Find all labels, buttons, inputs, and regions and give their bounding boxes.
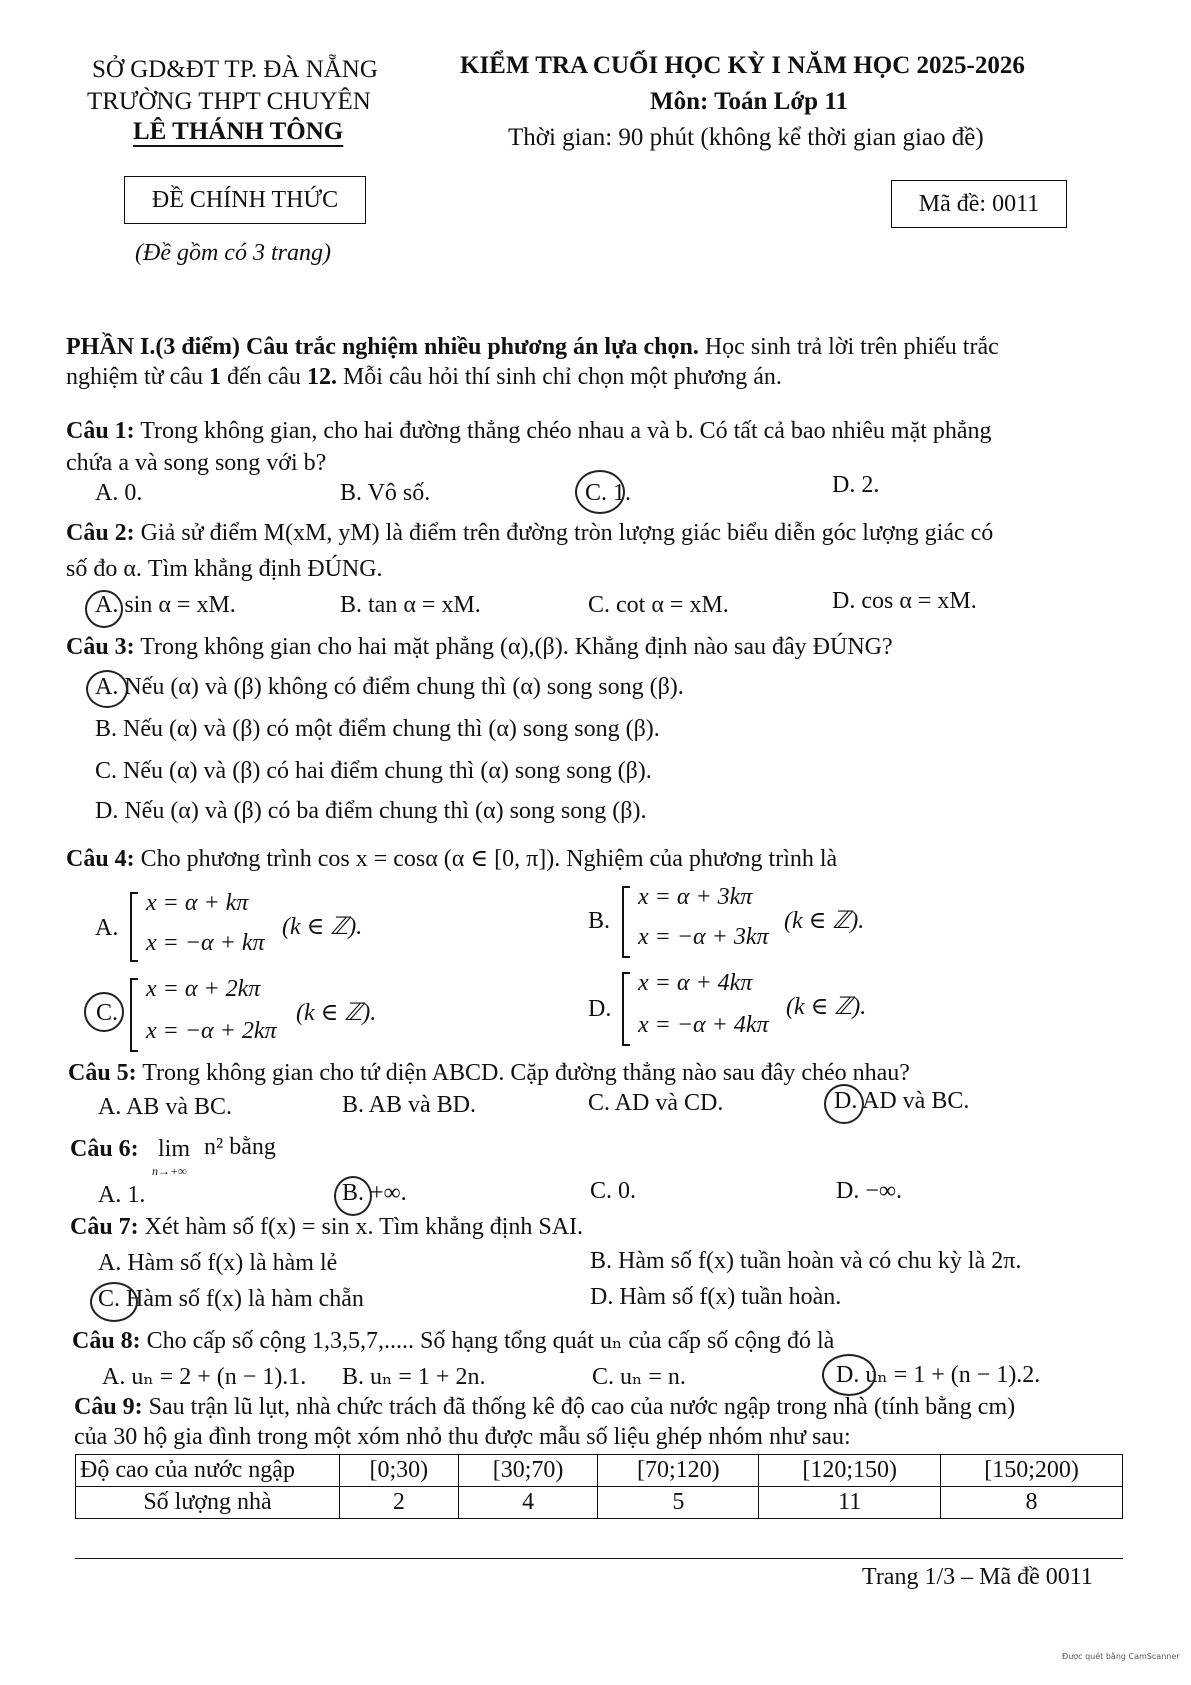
q4-c-k: (k ∈ ℤ). — [296, 1000, 377, 1026]
q5-option-b[interactable]: B. AB và BD. — [342, 1092, 477, 1118]
table-row-label: Độ cao của nước ngập — [76, 1455, 340, 1487]
pages-note: (Đề gồm có 3 trang) — [135, 240, 331, 266]
q7-stem: Câu 7: Xét hàm số f(x) = sin x. Tìm khẳng định SAI. — [70, 1214, 584, 1240]
q3-option-d[interactable]: D. Nếu (α) và (β) có ba điểm chung thì (α) song song (β). — [95, 798, 647, 824]
q4-b-k: (k ∈ ℤ). — [784, 908, 865, 934]
q5-answer-mark — [824, 1084, 864, 1124]
q1-answer-mark — [575, 470, 625, 514]
table-cell: 8 — [941, 1487, 1123, 1519]
q4-answer-mark — [84, 992, 124, 1032]
q7-option-c[interactable]: C. Hàm số f(x) là hàm chẵn — [98, 1286, 364, 1312]
q4-a-line2: x = −α + kπ — [146, 930, 265, 956]
q6-stem: Câu 6: — [70, 1136, 139, 1162]
q1-stem: Câu 1: Trong không gian, cho hai đường thẳng chéo nhau a và b. Có tất cả bao nhiêu mặt phẳng — [66, 418, 992, 444]
subject: Môn: Toán Lớp 11 — [650, 88, 848, 115]
q1-option-c[interactable]: C. 1. — [585, 480, 632, 506]
q2-stem: Câu 2: Giả sử điểm M(xM, yM) là điểm trên đường tròn lượng giác biểu diễn góc lượng giác có — [66, 520, 994, 546]
q1-option-b[interactable]: B. Vô số. — [340, 480, 431, 506]
table-cell: [120;150) — [759, 1455, 941, 1487]
frequency-table — [75, 1454, 1123, 1519]
table-row-heights — [76, 1455, 1123, 1487]
table-row-label: Số lượng nhà — [76, 1487, 340, 1519]
part1-instruction: nghiệm từ câu 1 đến câu 12. Mỗi câu hỏi thí sinh chỉ chọn một phương án. — [66, 364, 782, 390]
q4-c-line2: x = −α + 2kπ — [146, 1018, 277, 1044]
footer-rule — [75, 1558, 1123, 1559]
q4-b-bracket — [622, 886, 630, 958]
table-cell: 4 — [458, 1487, 598, 1519]
q7-answer-mark — [90, 1282, 138, 1322]
school-line-1: TRƯỜNG THPT CHUYÊN — [87, 88, 371, 115]
q8-option-c[interactable]: C. uₙ = n. — [592, 1364, 686, 1390]
table-cell: [150;200) — [941, 1455, 1123, 1487]
q7-option-d[interactable]: D. Hàm số f(x) tuần hoàn. — [590, 1284, 842, 1310]
q6-option-a[interactable]: A. 1. — [98, 1182, 146, 1208]
school-line-2: LÊ THÁNH TÔNG — [133, 118, 344, 145]
q6-option-b[interactable]: B. +∞. — [342, 1180, 407, 1206]
q4-a-bracket — [130, 892, 138, 962]
exam-code: Mã đề: 0011 — [891, 180, 1067, 228]
page-number: Trang 1/3 – Mã đề 0011 — [862, 1564, 1093, 1590]
q3-option-b[interactable]: B. Nếu (α) và (β) có một điểm chung thì (α) song song (β). — [95, 716, 660, 742]
q2-option-a[interactable]: A. sin α = xM. — [95, 592, 236, 618]
q7-option-b[interactable]: B. Hàm số f(x) tuần hoàn và có chu kỳ là 2π. — [590, 1248, 1022, 1274]
q4-b-line1: x = α + 3kπ — [638, 884, 753, 910]
part1-title: PHẦN I.(3 điểm) Câu trắc nghiệm nhiều phương án lựa chọn. Học sinh trả lời trên phiếu trắc — [66, 334, 999, 360]
q6-lim: lim — [158, 1136, 191, 1162]
dept-name: SỞ GD&ĐT TP. ĐÀ NẴNG — [92, 56, 378, 83]
q3-answer-mark — [86, 670, 128, 708]
q2-stem-2: số đo α. Tìm khẳng định ĐÚNG. — [66, 556, 383, 582]
q8-answer-mark — [822, 1354, 876, 1396]
q6-option-c[interactable]: C. 0. — [590, 1178, 637, 1204]
q5-stem: Câu 5: Trong không gian cho tứ diện ABCD. Cặp đường thẳng nào sau đây chéo nhau? — [68, 1060, 910, 1086]
q6-expr: n² bằng — [204, 1134, 276, 1160]
q8-stem: Câu 8: Cho cấp số cộng 1,3,5,7,..... Số hạng tổng quát uₙ của cấp số cộng đó là — [72, 1328, 835, 1354]
official-label: ĐỀ CHÍNH THỨC — [124, 176, 366, 224]
q5-option-d[interactable]: D. AD và BC. — [834, 1088, 970, 1114]
q1-option-d[interactable]: D. 2. — [832, 472, 880, 498]
q4-d-line1: x = α + 4kπ — [638, 970, 753, 996]
q6-lim-sub: n→+∞ — [152, 1164, 187, 1178]
q5-option-a[interactable]: A. AB và BC. — [98, 1094, 233, 1120]
table-cell: 2 — [340, 1487, 459, 1519]
q8-option-d[interactable]: D. uₙ = 1 + (n − 1).2. — [836, 1362, 1041, 1388]
q3-option-a[interactable]: A. Nếu (α) và (β) không có điểm chung thì (α) song song (β). — [95, 674, 684, 700]
q9-stem: Câu 9: Sau trận lũ lụt, nhà chức trách đã thống kê độ cao của nước ngập trong nhà (tính bằng cm) — [74, 1394, 1016, 1420]
q4-d-line2: x = −α + 4kπ — [638, 1012, 769, 1038]
q8-option-b[interactable]: B. uₙ = 1 + 2n. — [342, 1364, 486, 1390]
table-cell: [70;120) — [598, 1455, 759, 1487]
table-cell: 11 — [759, 1487, 941, 1519]
q2-option-d[interactable]: D. cos α = xM. — [832, 588, 977, 614]
q7-option-a[interactable]: A. Hàm số f(x) là hàm lẻ — [98, 1250, 338, 1276]
q1-option-a[interactable]: A. 0. — [95, 480, 143, 506]
q4-option-b-label[interactable]: B. — [588, 908, 611, 934]
q2-option-c[interactable]: C. cot α = xM. — [588, 592, 729, 618]
q3-stem: Câu 3: Trong không gian cho hai mặt phẳng (α),(β). Khẳng định nào sau đây ĐÚNG? — [66, 634, 893, 660]
q4-option-d-label[interactable]: D. — [588, 996, 612, 1022]
q2-answer-mark — [85, 590, 123, 628]
exam-title: KIỂM TRA CUỐI HỌC KỲ I NĂM HỌC 2025-2026 — [460, 52, 1025, 79]
q4-b-line2: x = −α + 3kπ — [638, 924, 769, 950]
q4-option-a-label[interactable]: A. — [95, 915, 119, 941]
table-cell: 5 — [598, 1487, 759, 1519]
q4-a-line1: x = α + kπ — [146, 890, 249, 916]
table-row-counts — [76, 1487, 1123, 1519]
q5-option-c[interactable]: C. AD và CD. — [588, 1090, 724, 1116]
q4-d-k: (k ∈ ℤ). — [786, 994, 867, 1020]
q4-option-c-label[interactable]: C. — [96, 1000, 119, 1026]
q4-stem: Câu 4: Cho phương trình cos x = cosα (α ∈ [0, π]). Nghiệm của phương trình là — [66, 846, 838, 872]
q9-stem-2: của 30 hộ gia đình trong một xóm nhỏ thu được mẫu số liệu ghép nhóm như sau: — [74, 1424, 851, 1450]
q6-option-d[interactable]: D. −∞. — [836, 1178, 902, 1204]
table-cell: [0;30) — [340, 1455, 459, 1487]
q3-option-c[interactable]: C. Nếu (α) và (β) có hai điểm chung thì (α) song song (β). — [95, 758, 652, 784]
q4-c-line1: x = α + 2kπ — [146, 976, 261, 1002]
scanner-watermark: Được quét bằng CamScanner — [1062, 1652, 1180, 1661]
q2-option-b[interactable]: B. tan α = xM. — [340, 592, 481, 618]
q4-d-bracket — [622, 972, 630, 1046]
q4-c-bracket — [130, 978, 138, 1052]
q6-answer-mark — [334, 1176, 372, 1216]
q8-option-a[interactable]: A. uₙ = 2 + (n − 1).1. — [102, 1364, 307, 1390]
q4-a-k: (k ∈ ℤ). — [282, 914, 363, 940]
table-cell: [30;70) — [458, 1455, 598, 1487]
exam-time: Thời gian: 90 phút (không kể thời gian giao đề) — [508, 124, 984, 151]
q1-stem-2: chứa a và song song với b? — [66, 450, 327, 476]
